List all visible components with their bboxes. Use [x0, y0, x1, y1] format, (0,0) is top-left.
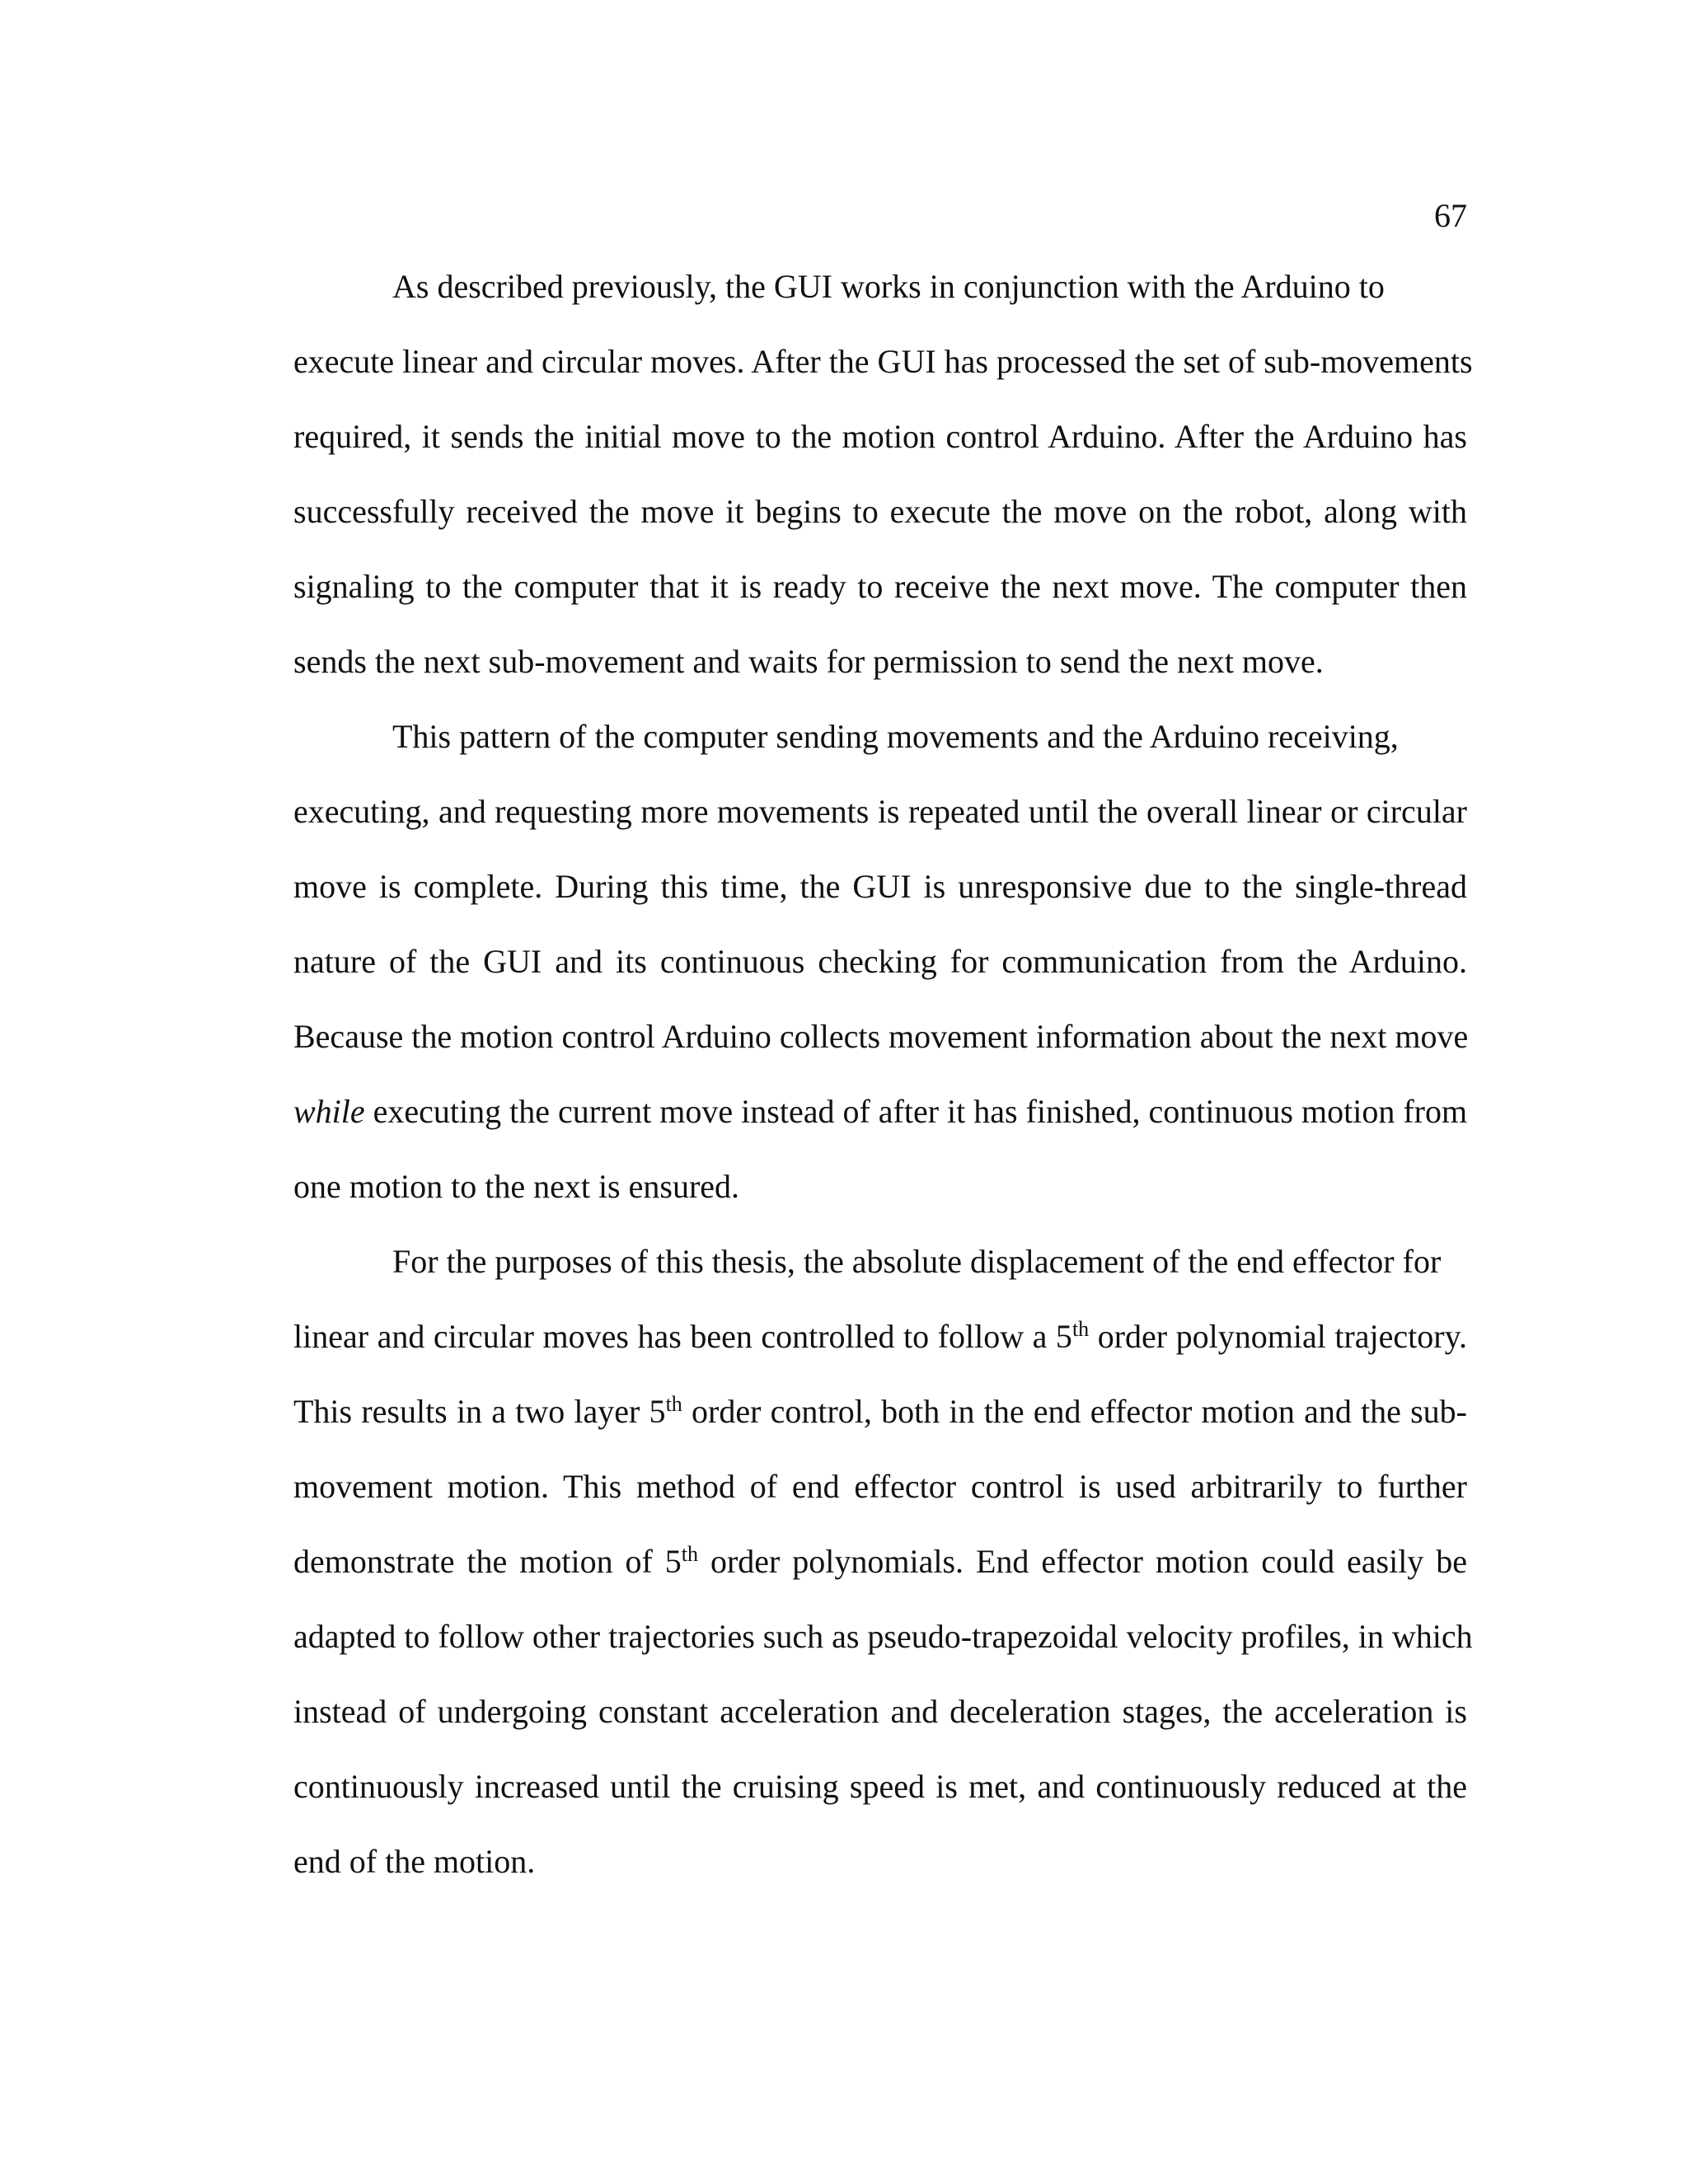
text-fragment: order polynomials. End effector motion could easily be	[698, 1543, 1468, 1580]
text-line: move is complete. During this time, the GUI is unresponsive due to the single-thread	[293, 868, 1467, 905]
text-fragment: linear and circular moves has been controlled to follow a 5	[293, 1318, 1072, 1355]
text-line: execute linear and circular moves. After the GUI has processed the set of sub-movements	[293, 343, 1473, 380]
text-line: nature of the GUI and its continuous checking for communication from the Arduino.	[293, 943, 1467, 980]
text-line: Because the motion control Arduino collects movement information about the next move	[293, 1018, 1469, 1055]
text-line: instead of undergoing constant acceleration and deceleration stages, the acceleration is	[293, 1693, 1467, 1730]
superscript: th	[1071, 1317, 1090, 1341]
superscript: th	[665, 1392, 682, 1416]
body-text	[293, 262, 1473, 1912]
page-number: 67	[1434, 197, 1467, 234]
text-line: signaling to the computer that it is ready to receive the next move. The computer then	[293, 568, 1467, 605]
text-fragment: order polynomial trajectory.	[1089, 1318, 1467, 1355]
text-line: executing, and requesting more movements is repeated until the overall linear or circular	[293, 793, 1467, 830]
text-line: one motion to the next is ensured.	[293, 1168, 740, 1205]
text-line: required, it sends the initial move to the motion control Arduino. After the Arduino has	[293, 418, 1467, 455]
text-line	[293, 1387, 1467, 1462]
text-line: successfully received the move it begins to execute the move on the robot, along with	[293, 493, 1467, 530]
italic-word: while	[293, 1093, 365, 1130]
text-line: For the purposes of this thesis, the absolute displacement of the end effector for	[392, 1243, 1442, 1280]
text-fragment: demonstrate the motion of 5	[293, 1543, 682, 1580]
text-line	[293, 1537, 1467, 1612]
text-fragment: order control, both in the end effector motion and the sub-	[682, 1393, 1467, 1430]
superscript: th	[681, 1542, 699, 1566]
text-line: As described previously, the GUI works in conjunction with the Arduino to	[392, 268, 1385, 305]
text-line	[293, 1087, 1467, 1162]
text-line: This pattern of the computer sending movements and the Arduino receiving,	[392, 718, 1399, 755]
text-line: sends the next sub-movement and waits for permission to send the next move.	[293, 643, 1324, 680]
text-fragment: This results in a two layer 5	[293, 1393, 666, 1430]
paragraph-2	[293, 712, 1467, 1237]
text-line: end of the motion.	[293, 1843, 536, 1880]
paragraph-1	[293, 262, 1473, 712]
text-line: continuously increased until the cruising speed is met, and continuously reduced at the	[293, 1768, 1467, 1805]
paragraph-3	[293, 1237, 1473, 1912]
text-fragment: executing the current move instead of after it has finished, continuous motion from	[364, 1093, 1468, 1130]
text-line	[293, 1312, 1467, 1387]
text-line: movement motion. This method of end effector control is used arbitrarily to further	[293, 1468, 1467, 1505]
text-line: adapted to follow other trajectories such as pseudo-trapezoidal velocity profiles, in which	[293, 1618, 1473, 1655]
